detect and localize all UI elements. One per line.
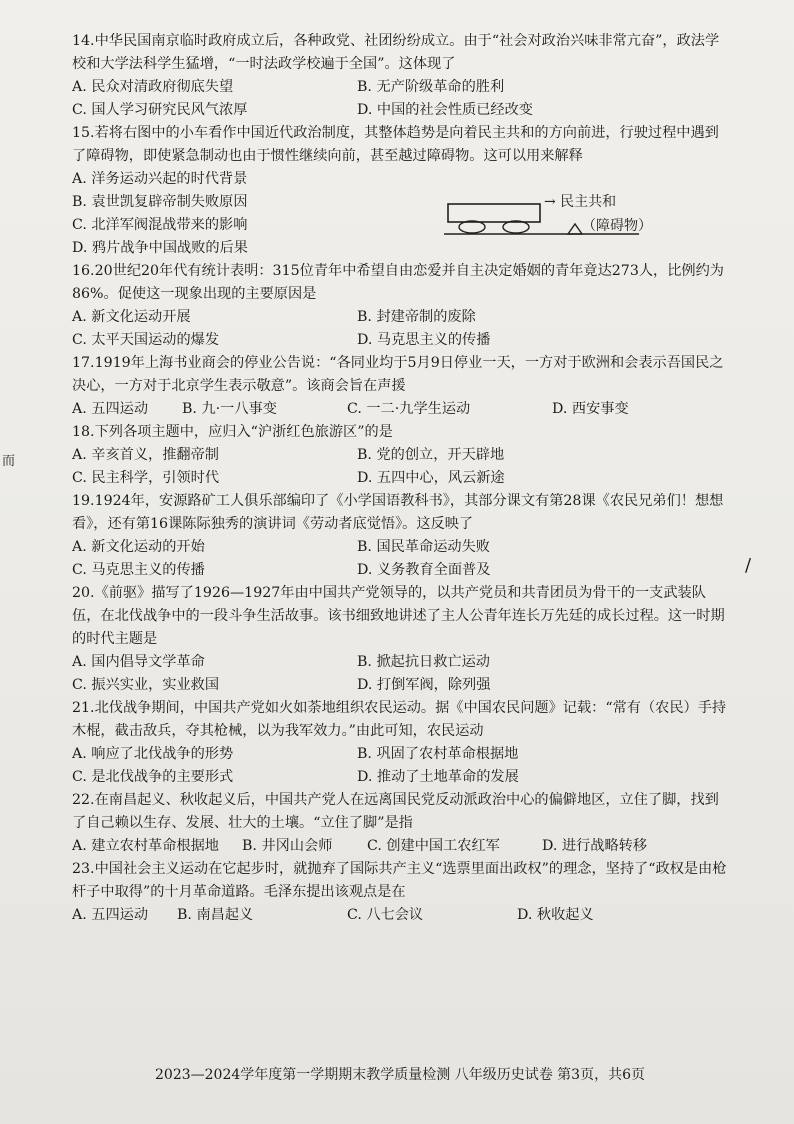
question-15-stem: 15.若将右图中的小车看作中国近代政治制度，其整体趋势是向着民主共和的方向前进，行驶过程中遇到了障碍物，即使紧急制动也由于惯性继续向前，甚至越过障碍物。这可以用来解释 — [72, 125, 719, 164]
question-20 — [72, 582, 732, 697]
option-c: C. 民主科学，引领时代 — [72, 470, 220, 486]
question-list — [72, 30, 732, 927]
option-a: A. 五四运动 — [72, 907, 149, 923]
question-14 — [72, 30, 732, 122]
question-17-stem: 17.1919年上海书业商会的停业公告说：“各同业均于5月9日停业一天，一方对于欧洲和会表示吾国民之决心，一方对于北京学生表示敬意”。该商会旨在声援 — [72, 355, 724, 394]
question-18-stem: 18.下列各项主题中，应归入“沪浙红色旅游区”的是 — [72, 424, 393, 440]
arrow-label: → 民主共和 — [544, 194, 617, 210]
question-21-stem: 21.北伐战争期间，中国共产党如火如荼地组织农民运动。据《中国农民问题》记载：“常有（农民）手持木棍，截击敌兵，夺其枪械，以为我军效力。”由此可知，农民运动 — [72, 700, 727, 739]
question-17-options — [72, 398, 732, 421]
question-21-options — [72, 743, 732, 789]
option-b: B. 袁世凯复辟帝制失败原因 — [72, 194, 248, 210]
option-a: A. 新文化运动开展 — [72, 309, 191, 325]
option-b: B. 封建帝制的废除 — [357, 309, 476, 325]
option-a: A. 建立农村革命根据地 — [72, 838, 219, 854]
obstacle-triangle — [568, 224, 582, 234]
option-d: D. 进行战略转移 — [542, 838, 648, 854]
option-c: C. 国人学习研究民风气浓厚 — [72, 102, 248, 118]
cart-body — [448, 204, 540, 222]
question-18-options — [72, 444, 732, 490]
option-c: C. 振兴实业，实业救国 — [72, 677, 220, 693]
pencil-mark: / — [745, 555, 752, 576]
option-a: A. 民众对清政府彻底失望 — [72, 79, 234, 95]
option-d: D. 义务教育全面普及 — [357, 562, 491, 578]
page-footer: 2023—2024学年度第一学期期末教学质量检测 八年级历史试卷 第3页，共6页 — [155, 1067, 645, 1083]
option-d: D. 打倒军阀，除列强 — [357, 677, 491, 693]
option-c: C. 八七会议 — [347, 907, 424, 923]
question-15-options — [72, 168, 372, 260]
option-b: B. 无产阶级革命的胜利 — [357, 79, 505, 95]
question-14-stem: 14.中华民国南京临时政府成立后，各种政党、社团纷纷成立。由于“社会对政治兴味非常亢奋”，政法学校和大学法科学生猛增，“一时法政学校遍于全国”。这体现了 — [72, 33, 720, 72]
option-a: A. 五四运动 — [72, 401, 149, 417]
cart-diagram — [444, 192, 724, 262]
option-d: D. 推动了土地革命的发展 — [357, 769, 519, 785]
option-d: D. 鸦片战争中国战败的后果 — [72, 240, 248, 256]
option-d: D. 秋收起义 — [517, 907, 594, 923]
option-a: A. 国内倡导文学革命 — [72, 654, 205, 670]
question-18 — [72, 421, 732, 490]
option-b: B. 九·一八事变 — [182, 401, 277, 417]
question-20-stem: 20.《前驱》描写了1926—1927年由中国共产党领导的，以共产党员和共青团员为骨干的一支武装队伍，在北伐战争中的一段斗争生活故事。该书细致地讲述了主人公青年连长万先廷的成长过程。这一时期的时代主题是 — [72, 585, 725, 647]
option-d: D. 五四中心，风云新途 — [357, 470, 505, 486]
question-21 — [72, 697, 732, 789]
option-b: B. 国民革命运动失败 — [357, 539, 490, 555]
option-c: C. 太平天国运动的爆发 — [72, 332, 220, 348]
option-b: B. 南昌起义 — [177, 907, 254, 923]
option-a: A. 新文化运动的开始 — [72, 539, 205, 555]
option-c: C. 是北伐战争的主要形式 — [72, 769, 234, 785]
question-23 — [72, 858, 732, 927]
question-22 — [72, 789, 732, 858]
question-22-options — [72, 835, 732, 858]
option-c: C. 创建中国工农红军 — [367, 838, 500, 854]
question-16-stem: 16.20世纪20年代有统计表明：315位青年中希望自由恋爱并自主决定婚姻的青年竟达273人，比例约为86%。促使这一现象出现的主要原因是 — [72, 263, 724, 302]
question-23-stem: 23.中国社会主义运动在它起步时，就抛弃了国际共产主义“选票里面出政权”的理念，坚持了“政权是由枪杆子中取得”的十月革命道路。毛泽东提出该观点是在 — [72, 861, 727, 900]
question-19-stem: 19.1924年，安源路矿工人俱乐部编印了《小学国语教科书》，其部分课文有第28课《农民兄弟们！想想看》，还有第16课陈际独秀的演讲词《劳动者底觉悟》。这反映了 — [72, 493, 724, 532]
option-a: A. 响应了北伐战争的形势 — [72, 746, 234, 762]
question-17 — [72, 352, 732, 421]
option-b: B. 党的创立，开天辟地 — [357, 447, 505, 463]
question-20-options — [72, 651, 732, 697]
option-d: D. 西安事变 — [552, 401, 629, 417]
question-15 — [72, 122, 732, 260]
option-b: B. 掀起抗日救亡运动 — [357, 654, 490, 670]
question-23-options — [72, 904, 732, 927]
obstacle-label: （障碍物） — [582, 218, 652, 234]
option-c: C. 一二·九学生运动 — [347, 401, 471, 417]
option-b: B. 巩固了农村革命根据地 — [357, 746, 519, 762]
option-c: C. 马克思主义的传播 — [72, 562, 205, 578]
question-16 — [72, 260, 732, 352]
question-19 — [72, 490, 732, 582]
option-d: D. 马克思主义的传播 — [357, 332, 491, 348]
option-d: D. 中国的社会性质已经改变 — [357, 102, 533, 118]
option-a: A. 洋务运动兴起的时代背景 — [72, 171, 248, 187]
cart-wheel-left — [459, 221, 485, 233]
option-b: B. 井冈山会师 — [242, 838, 333, 854]
question-22-stem: 22.在南昌起义、秋收起义后，中国共产党人在远离国民党反动派政治中心的偏僻地区，立住了脚，找到了自己赖以生存、发展、壮大的土壤。“立住了脚”是指 — [72, 792, 719, 831]
question-19-options — [72, 536, 732, 582]
option-c: C. 北洋军阀混战带来的影响 — [72, 217, 248, 233]
left-margin-char: 而 — [2, 454, 16, 469]
option-a: A. 辛亥首义，推翻帝制 — [72, 447, 219, 463]
question-16-options — [72, 306, 732, 352]
question-14-options — [72, 76, 732, 122]
cart-wheel-right — [503, 221, 529, 233]
